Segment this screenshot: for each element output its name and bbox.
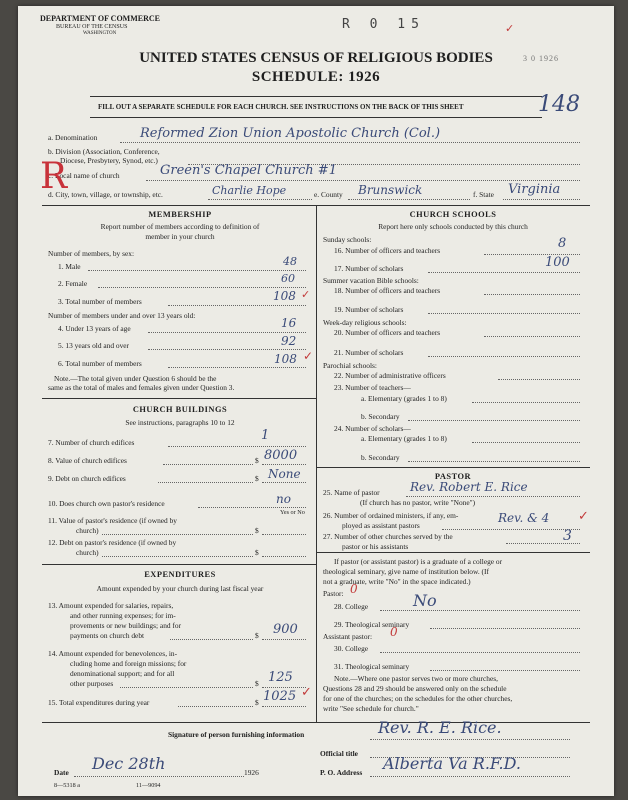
q10-line xyxy=(198,507,306,508)
red-checkmark-icon: ✓ xyxy=(301,289,311,301)
q29-line[interactable] xyxy=(430,628,580,629)
q31-label: 31. Theological seminary xyxy=(334,662,410,671)
q4-value[interactable]: 16 xyxy=(281,316,297,330)
membership-note-1: Note.—The total given under Question 6 should be the xyxy=(54,374,217,383)
form-title: UNITED STATES CENSUS OF RELIGIOUS BODIES xyxy=(139,50,493,66)
q31-line[interactable] xyxy=(430,670,580,671)
membership-sub2: member in your church xyxy=(145,232,215,241)
red-checkmark-icon: ✓ xyxy=(301,684,312,699)
q23-b-label: b. Secondary xyxy=(361,412,400,421)
q30-label: 30. College xyxy=(334,644,369,653)
denomination-label: a. Denomination xyxy=(48,133,98,142)
date-value[interactable]: Dec 28th xyxy=(92,754,166,773)
q27-label-2: pastor or his assistants xyxy=(342,542,409,551)
q24-a-line[interactable] xyxy=(472,442,580,443)
q23-b-line[interactable] xyxy=(408,420,580,421)
q8-amount-line xyxy=(262,464,306,465)
sunday-schools-label: Sunday schools: xyxy=(323,235,372,244)
q14-line-4: other purposes xyxy=(70,679,114,688)
q20-line[interactable] xyxy=(484,336,580,337)
q18-label: 18. Number of officers and teachers xyxy=(334,286,441,295)
signature-label: Signature of person furnishing information xyxy=(168,730,305,739)
q14-line xyxy=(120,687,253,688)
q4-line xyxy=(148,332,306,333)
q12-label: 12. Debt on pastor's residence (if owned by xyxy=(48,538,177,547)
pastor-note-1: Note.—Where one pastor serves two or more churches, xyxy=(334,674,498,683)
q8-value[interactable]: 8000 xyxy=(264,448,298,463)
division-label: b. Division (Association, Conference, xyxy=(48,147,160,156)
po-address-value[interactable]: Alberta Va R.F.D. xyxy=(383,754,521,773)
q23-label: 23. Number of teachers— xyxy=(334,383,411,392)
pastor-label: Pastor: xyxy=(323,589,344,598)
city-label: WASHINGTON xyxy=(83,31,117,36)
q13-line-3: provements or new buildings; and for xyxy=(70,621,182,630)
q13-value[interactable]: 900 xyxy=(273,622,298,637)
divider xyxy=(90,117,542,118)
q29-label: 29. Theological seminary xyxy=(334,620,410,629)
q5-value[interactable]: 92 xyxy=(281,334,297,348)
q3-value[interactable]: 108 xyxy=(273,289,296,303)
county-label: e. County xyxy=(314,190,343,199)
expenditures-title: EXPENDITURES xyxy=(144,570,216,579)
q25-label: 25. Name of pastor xyxy=(323,488,380,497)
summer-schools-label: Summer vacation Bible schools: xyxy=(323,276,419,285)
date-line xyxy=(74,776,244,777)
q8-label: 8. Value of church edifices xyxy=(48,456,127,465)
denomination-line xyxy=(120,142,580,143)
q20-label: 20. Number of officers and teachers xyxy=(334,328,441,337)
q11-label-2: church) xyxy=(76,526,99,535)
pastor-note-3: for one of the churches; on the schedules for the other churches, xyxy=(323,694,513,703)
q11-dollar: $ xyxy=(255,526,259,535)
schools-title: CHURCH SCHOOLS xyxy=(409,210,497,219)
q12-dollar: $ xyxy=(255,548,259,557)
handwritten-number: 148 xyxy=(538,92,580,117)
q7-line xyxy=(168,446,306,447)
q19-line[interactable] xyxy=(428,313,580,314)
q14-line-3: denominational support; and for all xyxy=(70,669,175,678)
red-r-mark: R xyxy=(40,156,68,197)
membership-sub1: Report number of members according to definition of xyxy=(100,222,260,231)
grad-instruction-1: If pastor (or assistant pastor) is a graduate of a college or xyxy=(334,557,503,566)
q9-amount-line xyxy=(262,482,306,483)
county-line xyxy=(348,199,470,200)
q2-line xyxy=(98,287,306,288)
q3-line xyxy=(168,305,306,306)
q21-line[interactable] xyxy=(428,356,580,357)
q24-b-label: b. Secondary xyxy=(361,453,400,462)
q15-label: 15. Total expenditures during year xyxy=(48,698,150,707)
local-name-value[interactable]: Green's Chapel Church #1 xyxy=(160,163,337,178)
po-address-line xyxy=(370,776,570,777)
q15-dollar: $ xyxy=(255,698,259,707)
state-label: f. State xyxy=(473,190,494,199)
q12-label-2: church) xyxy=(76,548,99,557)
q24-label: 24. Number of scholars— xyxy=(334,424,411,433)
q17-line xyxy=(428,272,580,273)
parochial-schools-label: Parochial schools: xyxy=(323,361,377,370)
q17-value[interactable]: 100 xyxy=(545,255,570,270)
section-divider xyxy=(316,467,590,468)
pastor-note-2: Questions 28 and 29 should be answered only on the schedule xyxy=(323,684,507,693)
q14-dollar: $ xyxy=(255,679,259,688)
q23-a-line[interactable] xyxy=(472,402,580,403)
section-divider xyxy=(42,564,316,565)
q14-amount-line xyxy=(262,687,306,688)
q5-line xyxy=(148,349,306,350)
q22-label: 22. Number of administrative officers xyxy=(334,371,446,380)
q6-line xyxy=(168,367,306,368)
column-divider xyxy=(316,205,317,722)
city-town-value[interactable]: Charlie Hope xyxy=(212,184,287,197)
expenditures-sub: Amount expended by your church during last fiscal year xyxy=(96,584,264,593)
membership-note-2: same as the total of males and females given under Question 3. xyxy=(48,383,235,392)
q22-line[interactable] xyxy=(498,379,580,380)
q24-b-line[interactable] xyxy=(408,461,580,462)
po-address-label: P. O. Address xyxy=(320,768,363,777)
q15-value[interactable]: 1025 xyxy=(263,689,297,704)
q26-label: 26. Number of ordained ministers, if any, em- xyxy=(323,511,459,520)
q27-value[interactable]: 3 xyxy=(563,528,572,544)
grad-instruction-3: not a graduate, write "No" in the space indicated.) xyxy=(323,577,471,586)
membership-title: MEMBERSHIP xyxy=(148,210,212,219)
q11-amount-line[interactable] xyxy=(262,534,306,535)
signature-line xyxy=(370,739,570,740)
q23-a-label: a. Elementary (grades 1 to 8) xyxy=(361,394,447,403)
q3-label: 3. Total number of members xyxy=(58,297,142,306)
q18-line[interactable] xyxy=(484,294,580,295)
q16-value[interactable]: 8 xyxy=(558,236,567,251)
section-divider xyxy=(42,722,590,723)
q26-line xyxy=(442,529,580,530)
red-checkmark-icon: ✓ xyxy=(505,23,515,35)
q10-label: 10. Does church own pastor's residence xyxy=(48,499,165,508)
q1-value[interactable]: 48 xyxy=(283,255,297,268)
q8-line xyxy=(163,464,253,465)
schools-sub: Report here only schools conducted by this church xyxy=(378,222,528,231)
assistant-pastor-label: Assistant pastor: xyxy=(323,632,373,641)
census-schedule-sheet xyxy=(18,6,614,796)
assistant-pastor-mark: 0 xyxy=(390,625,398,639)
pastor-note-4: write "See schedule for church." xyxy=(323,704,419,713)
state-line xyxy=(503,199,580,200)
county-value[interactable]: Brunswick xyxy=(358,183,423,197)
q4-label: 4. Under 13 years of age xyxy=(58,324,131,333)
q28-line xyxy=(380,610,580,611)
q9-value[interactable]: None xyxy=(268,467,301,481)
q11-line xyxy=(102,534,253,535)
q17-label: 17. Number of scholars xyxy=(334,264,404,273)
local-name-label: c. Local name of church xyxy=(48,171,120,180)
q15-amount-line xyxy=(262,706,306,707)
state-value[interactable]: Virginia xyxy=(508,182,561,197)
q9-label: 9. Debt on church edifices xyxy=(48,474,126,483)
q28-value[interactable]: No xyxy=(413,591,437,610)
denomination-value[interactable]: Reformed Zion Union Apostolic Church (Col.) xyxy=(140,126,441,141)
q2-value[interactable]: 60 xyxy=(281,272,295,285)
q28-label: 28. College xyxy=(334,602,369,611)
date-label: Date xyxy=(54,768,69,777)
q16-label: 16. Number of officers and teachers xyxy=(334,246,441,255)
q14-line-2: cluding home and foreign missions; for xyxy=(70,659,187,668)
q12-line xyxy=(102,556,253,557)
form-code: 8—5318 a xyxy=(54,782,80,789)
pastor-title: PASTOR xyxy=(434,472,472,481)
q14-line-1: 14. Amount expended for benevolences, in- xyxy=(48,649,178,658)
division-label-2: Diocese, Presbytery, Synod, etc.) xyxy=(60,156,158,165)
weekday-schools-label: Week-day religious schools: xyxy=(323,318,407,327)
q12-amount-line[interactable] xyxy=(262,556,306,557)
section-divider xyxy=(316,552,590,553)
buildings-sub: See instructions, paragraphs 10 to 12 xyxy=(125,418,235,427)
q25-note: (If church has no pastor, write "None") xyxy=(360,498,476,507)
q24-a-label: a. Elementary (grades 1 to 8) xyxy=(361,434,447,443)
grad-instruction-2: theological seminary, give name of institution below. (If xyxy=(323,567,489,576)
section-divider xyxy=(42,398,316,399)
q10-value[interactable]: no xyxy=(276,492,291,506)
q13-dollar: $ xyxy=(255,631,259,640)
stamp-date: 3 0 1926 xyxy=(523,54,559,63)
divider xyxy=(90,96,542,97)
q2-label: 2. Female xyxy=(58,279,88,288)
separate-schedule-instruction: FILL OUT A SEPARATE SCHEDULE FOR EACH CHURCH. SEE INSTRUCTIONS ON THE BACK OF THIS SHEET xyxy=(98,103,464,111)
city-town-line xyxy=(208,199,312,200)
city-town-label: d. City, town, village, or township, etc. xyxy=(48,190,163,199)
q13-line-1: 13. Amount expended for salaries, repairs, xyxy=(48,601,174,610)
q9-line xyxy=(158,482,253,483)
red-checkmark-icon: ✓ xyxy=(578,508,589,523)
red-checkmark-icon: ✓ xyxy=(303,349,314,363)
q9-dollar: $ xyxy=(255,474,259,483)
department-label: DEPARTMENT OF COMMERCE xyxy=(40,14,161,23)
q7-value[interactable]: 1 xyxy=(261,428,270,443)
buildings-title: CHURCH BUILDINGS xyxy=(132,405,228,414)
signature-value[interactable]: Rev. R. E. Rice. xyxy=(378,718,502,737)
q5-label: 5. 13 years old and over xyxy=(58,341,130,350)
q13-line xyxy=(170,639,253,640)
q30-line[interactable] xyxy=(380,652,580,653)
form-code-2: 11—9094 xyxy=(136,782,161,789)
q1-label: 1. Male xyxy=(58,262,81,271)
q13-line-2: and other running expenses; for im- xyxy=(70,611,176,620)
q26-value[interactable]: Rev. & 4 xyxy=(498,511,550,525)
stamp-code: R 0 15 xyxy=(342,17,425,32)
q27-label: 27. Number of other churches served by the xyxy=(323,532,453,541)
official-title-label: Official title xyxy=(320,749,358,758)
q13-line-4: payments on church debt xyxy=(70,631,145,640)
q6-value[interactable]: 108 xyxy=(274,352,297,366)
q25-value[interactable]: Rev. Robert E. Rice xyxy=(410,480,528,494)
pastor-mark: 0 xyxy=(350,582,358,596)
q14-value[interactable]: 125 xyxy=(268,670,293,685)
q1-line xyxy=(88,270,306,271)
q7-label: 7. Number of church edifices xyxy=(48,438,135,447)
age-heading: Number of members under and over 13 years old: xyxy=(48,311,196,320)
q26-label-2: ployed as assistant pastors xyxy=(342,521,420,530)
local-name-line xyxy=(146,180,580,181)
q13-amount-line xyxy=(262,639,306,640)
schedule-title: SCHEDULE: 1926 xyxy=(251,69,381,85)
date-year: 1926 xyxy=(244,768,259,777)
q8-dollar: $ xyxy=(255,456,259,465)
members-by-sex-label: Number of members, by sex: xyxy=(48,249,134,258)
q11-label: 11. Value of pastor's residence (if owned by xyxy=(48,516,177,525)
q21-label: 21. Number of scholars xyxy=(334,348,404,357)
q25-line xyxy=(406,496,580,497)
q6-label: 6. Total number of members xyxy=(58,359,142,368)
q19-label: 19. Number of scholars xyxy=(334,305,404,314)
q10-hint: Yes or No xyxy=(280,509,305,516)
bureau-label: BUREAU OF THE CENSUS xyxy=(56,24,128,30)
q15-line xyxy=(178,706,253,707)
